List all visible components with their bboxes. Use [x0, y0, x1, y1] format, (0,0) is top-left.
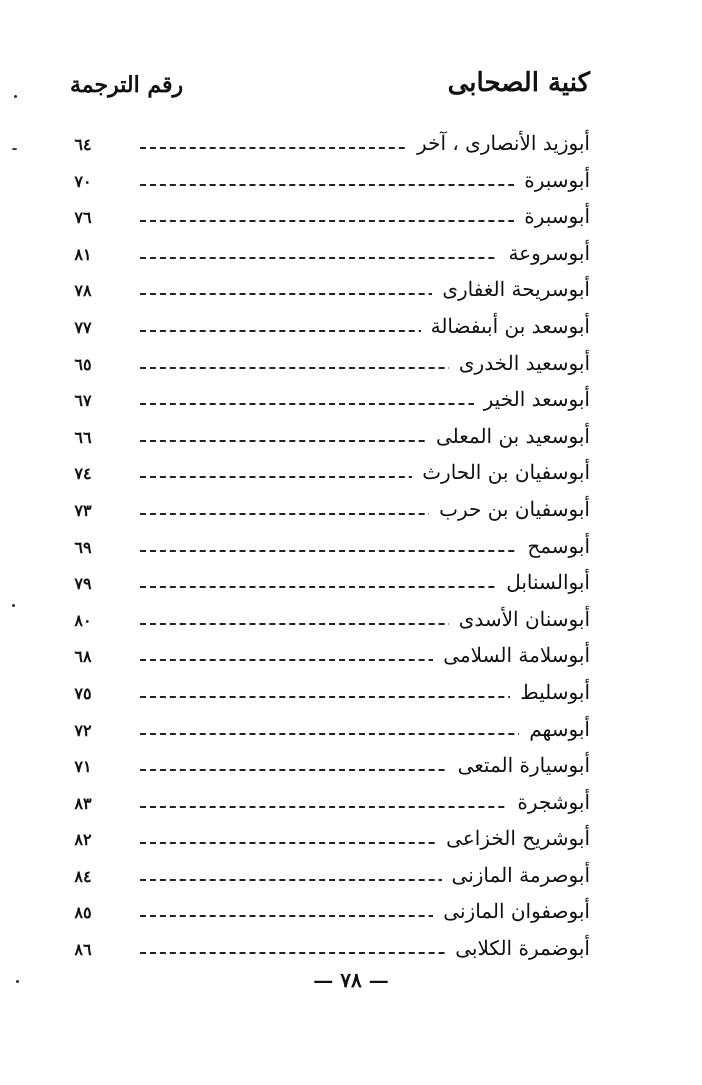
entry-name: أبوسيارة المتعى — [448, 753, 590, 777]
entry-name: أبوسعد بن أبىفضالة — [421, 314, 590, 338]
entry-name: أبوسبرة — [514, 168, 590, 192]
entry-name: أبوسفيان بن الحارث — [412, 460, 590, 484]
index-row — [0, 456, 702, 493]
entry-number: ٦٧ — [74, 391, 92, 411]
entry-number: ٨١ — [74, 244, 92, 264]
index-row — [0, 237, 702, 274]
entry-number: ٧٨ — [74, 281, 92, 301]
entry-number: ٧٠ — [74, 171, 92, 191]
index-row — [0, 127, 702, 164]
index-row — [0, 347, 702, 384]
index-row — [0, 749, 702, 786]
index-row — [0, 310, 702, 347]
index-row — [0, 493, 702, 530]
entry-name: أبوسليط — [510, 680, 590, 704]
index-list — [0, 127, 702, 969]
entry-name: أبوسريحة الغفارى — [432, 277, 590, 301]
index-row — [0, 639, 702, 676]
entry-number: ٦٤ — [74, 135, 92, 154]
entry-number: ٦٩ — [74, 537, 92, 557]
entry-name: أبوضمرة الكلابى — [445, 936, 590, 960]
entry-name: أبوسمح — [517, 534, 590, 558]
entry-name: أبوشريح الخزاعى — [436, 826, 590, 850]
dotted-leader — [140, 733, 574, 735]
dotted-leader — [140, 550, 574, 552]
dotted-leader — [140, 220, 574, 222]
index-row — [0, 676, 702, 713]
column-heading-biography-number: رقم الترجمة — [70, 72, 184, 98]
index-row — [0, 566, 702, 603]
scan-speck — [12, 604, 15, 607]
entry-number: ٨٥ — [74, 903, 92, 923]
entry-number: ٧٣ — [74, 500, 92, 520]
entry-number: ٧١ — [74, 757, 92, 777]
entry-number: ٦٥ — [74, 354, 92, 374]
index-row — [0, 895, 702, 932]
index-row — [0, 859, 702, 896]
entry-name: أبوالسنابل — [496, 570, 590, 594]
entry-number: ٧٢ — [74, 720, 92, 740]
entry-number: ٨٣ — [74, 793, 92, 813]
entry-number: ٨٤ — [74, 866, 92, 886]
entry-name: أبوسعيد الخدرى — [449, 351, 590, 375]
index-row — [0, 530, 702, 567]
entry-name: أبوسبرة — [514, 204, 590, 228]
entry-number: ٧٧ — [74, 317, 92, 337]
index-row — [0, 786, 702, 823]
entry-number: ٧٤ — [74, 464, 92, 484]
index-row — [0, 273, 702, 310]
page-number: — ٧٨ — — [313, 968, 389, 992]
scan-speck — [14, 95, 17, 98]
entry-name: أبوسعد الخير — [474, 387, 590, 411]
dotted-leader — [140, 184, 574, 186]
entry-name: أبوشجرة — [507, 790, 590, 814]
entry-number: ٨٠ — [74, 610, 92, 630]
scan-speck — [16, 980, 19, 983]
index-row — [0, 383, 702, 420]
entry-number: ٧٩ — [74, 574, 92, 594]
entry-name: أبوسعيد بن المعلى — [426, 424, 590, 448]
entry-name: أبوزيد الأنصارى ، آخر — [407, 131, 590, 155]
entry-name: أبوسروعة — [498, 241, 590, 265]
table-header — [0, 68, 702, 108]
index-row — [0, 164, 702, 201]
entry-name: أبوصفوان المازنى — [433, 899, 590, 923]
index-row — [0, 713, 702, 750]
column-heading-companion-kunya: كنية الصحابى — [447, 68, 590, 98]
index-row — [0, 932, 702, 969]
entry-number: ٦٨ — [74, 647, 92, 667]
entry-number: ٧٥ — [74, 683, 92, 703]
entry-number: ٨٦ — [74, 940, 92, 960]
index-row — [0, 420, 702, 457]
entry-name: أبوسنان الأسدى — [449, 607, 590, 631]
entry-name: أبوسلامة السلامى — [433, 643, 590, 667]
index-row — [0, 822, 702, 859]
index-row — [0, 200, 702, 237]
entry-name: أبوصرمة المازنى — [442, 863, 590, 887]
entry-name: أبوسهم — [519, 717, 590, 741]
scan-speck — [12, 148, 17, 150]
entry-number: ٨٢ — [74, 830, 92, 850]
dotted-leader — [140, 696, 574, 698]
entry-number: ٧٦ — [74, 208, 92, 228]
entry-name: أبوسفيان بن حرب — [429, 497, 590, 521]
index-row — [0, 603, 702, 640]
entry-number: ٦٦ — [74, 427, 92, 447]
